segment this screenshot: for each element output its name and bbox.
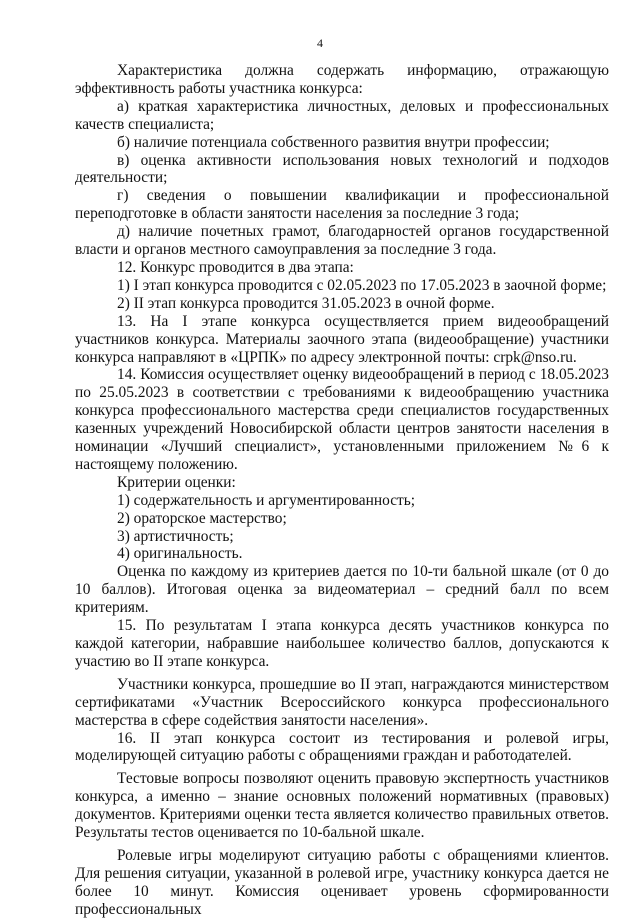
criteria-heading: Критерии оценки:: [117, 473, 236, 491]
list-item-b: б) наличие потенциала собственного развития внутри профессии;: [117, 133, 550, 151]
list-item-a: а) краткая характеристика личностных, деловых и профессиональных качеств специалиста;: [75, 97, 609, 133]
section-16-paragraph: 16. II этап конкурса состоит из тестирования и ролевой игры, моделирующей ситуацию работы с обращениями граждан и работодателей.: [75, 729, 609, 765]
criteria-item: 4) оригинальность.: [117, 545, 243, 563]
stage-1-item: 1) I этап конкурса проводится с 02.05.2023 по 17.05.2023 в заочной форме;: [117, 276, 607, 294]
section-12-heading: 12. Конкурс проводится в два этапа:: [117, 258, 354, 276]
stage-2-item: 2) II этап конкурса проводится 31.05.2023 в очной форме.: [117, 294, 495, 312]
list-item-v: в) оценка активности использования новых технологий и подходов деятельности;: [75, 151, 609, 187]
role-games-paragraph: Ролевые игры моделируют ситуацию работы с обращениями клиентов. Для решения ситуации, указанной в ролевой игре, участнику конкурса дается не более 10 минут. Комиссия оценивает уровень сформированности профессиональных: [75, 846, 609, 918]
criteria-item: 3) артистичность;: [117, 527, 234, 545]
criteria-item: 1) содержательность и аргументированность;: [117, 491, 416, 509]
criteria-item: 2) ораторское мастерство;: [117, 509, 287, 527]
certificates-paragraph: Участники конкурса, прошедшие во II этап, награждаются министерством сертификатами «Участник Всероссийского конкурса профессионального мастерства в сфере содействия занятости населения».: [75, 675, 609, 729]
tests-paragraph: Тестовые вопросы позволяют оценить правовую экспертность участников конкурса, а именно – знание основных положений нормативных (правовых) документов. Критериями оценки теста является количество правильных ответов. Результаты тестов оценивается по 10-бальной шкале.: [75, 770, 609, 842]
page-number: 4: [317, 36, 323, 50]
section-13-paragraph: 13. На I этапе конкурса осуществляется прием видеообращений участников конкурса. Материалы заочного этапа (видеообращение) участники конкурса направляют в «ЦРПК» по адресу электронной почты: crpk@nso.ru.: [75, 312, 609, 366]
section-14-paragraph: 14. Комиссия осуществляет оценку видеообращений в период с 18.05.2023 по 25.05.2023 в соответствии с требованиями к видеообращению участника конкурса профессионального мастерства среди специалистов государственных казенных учреждений Новосибирской области центров занятости населения в номинации «Лучший специалист», установленными приложением №6 к настоящему положению.: [75, 366, 609, 473]
section-15-paragraph: 15. По результатам I этапа конкурса десять участников конкурса по каждой категории, набравшие наибольшее количество баллов, допускаются к участию во II этапе конкурса.: [75, 617, 609, 670]
list-item-d: д) наличие почетных грамот, благодарностей органов государственной власти и органов местного самоуправления за последние 3 года.: [75, 223, 609, 259]
list-item-g: г) сведения о повышении квалификации и профессиональной переподготовке в области занятости населения за последние 3 года;: [75, 187, 609, 223]
paragraph-characteristic-intro: Характеристика должна содержать информацию, отражающую эффективность работы участника конкурса:: [75, 62, 609, 97]
scoring-paragraph: Оценка по каждому из критериев дается по 10-ти бальной шкале (от 0 до 10 баллов). Итоговая оценка за видеоматериал – средний балл по всем критериям.: [75, 563, 609, 617]
document-body: [75, 62, 609, 919]
